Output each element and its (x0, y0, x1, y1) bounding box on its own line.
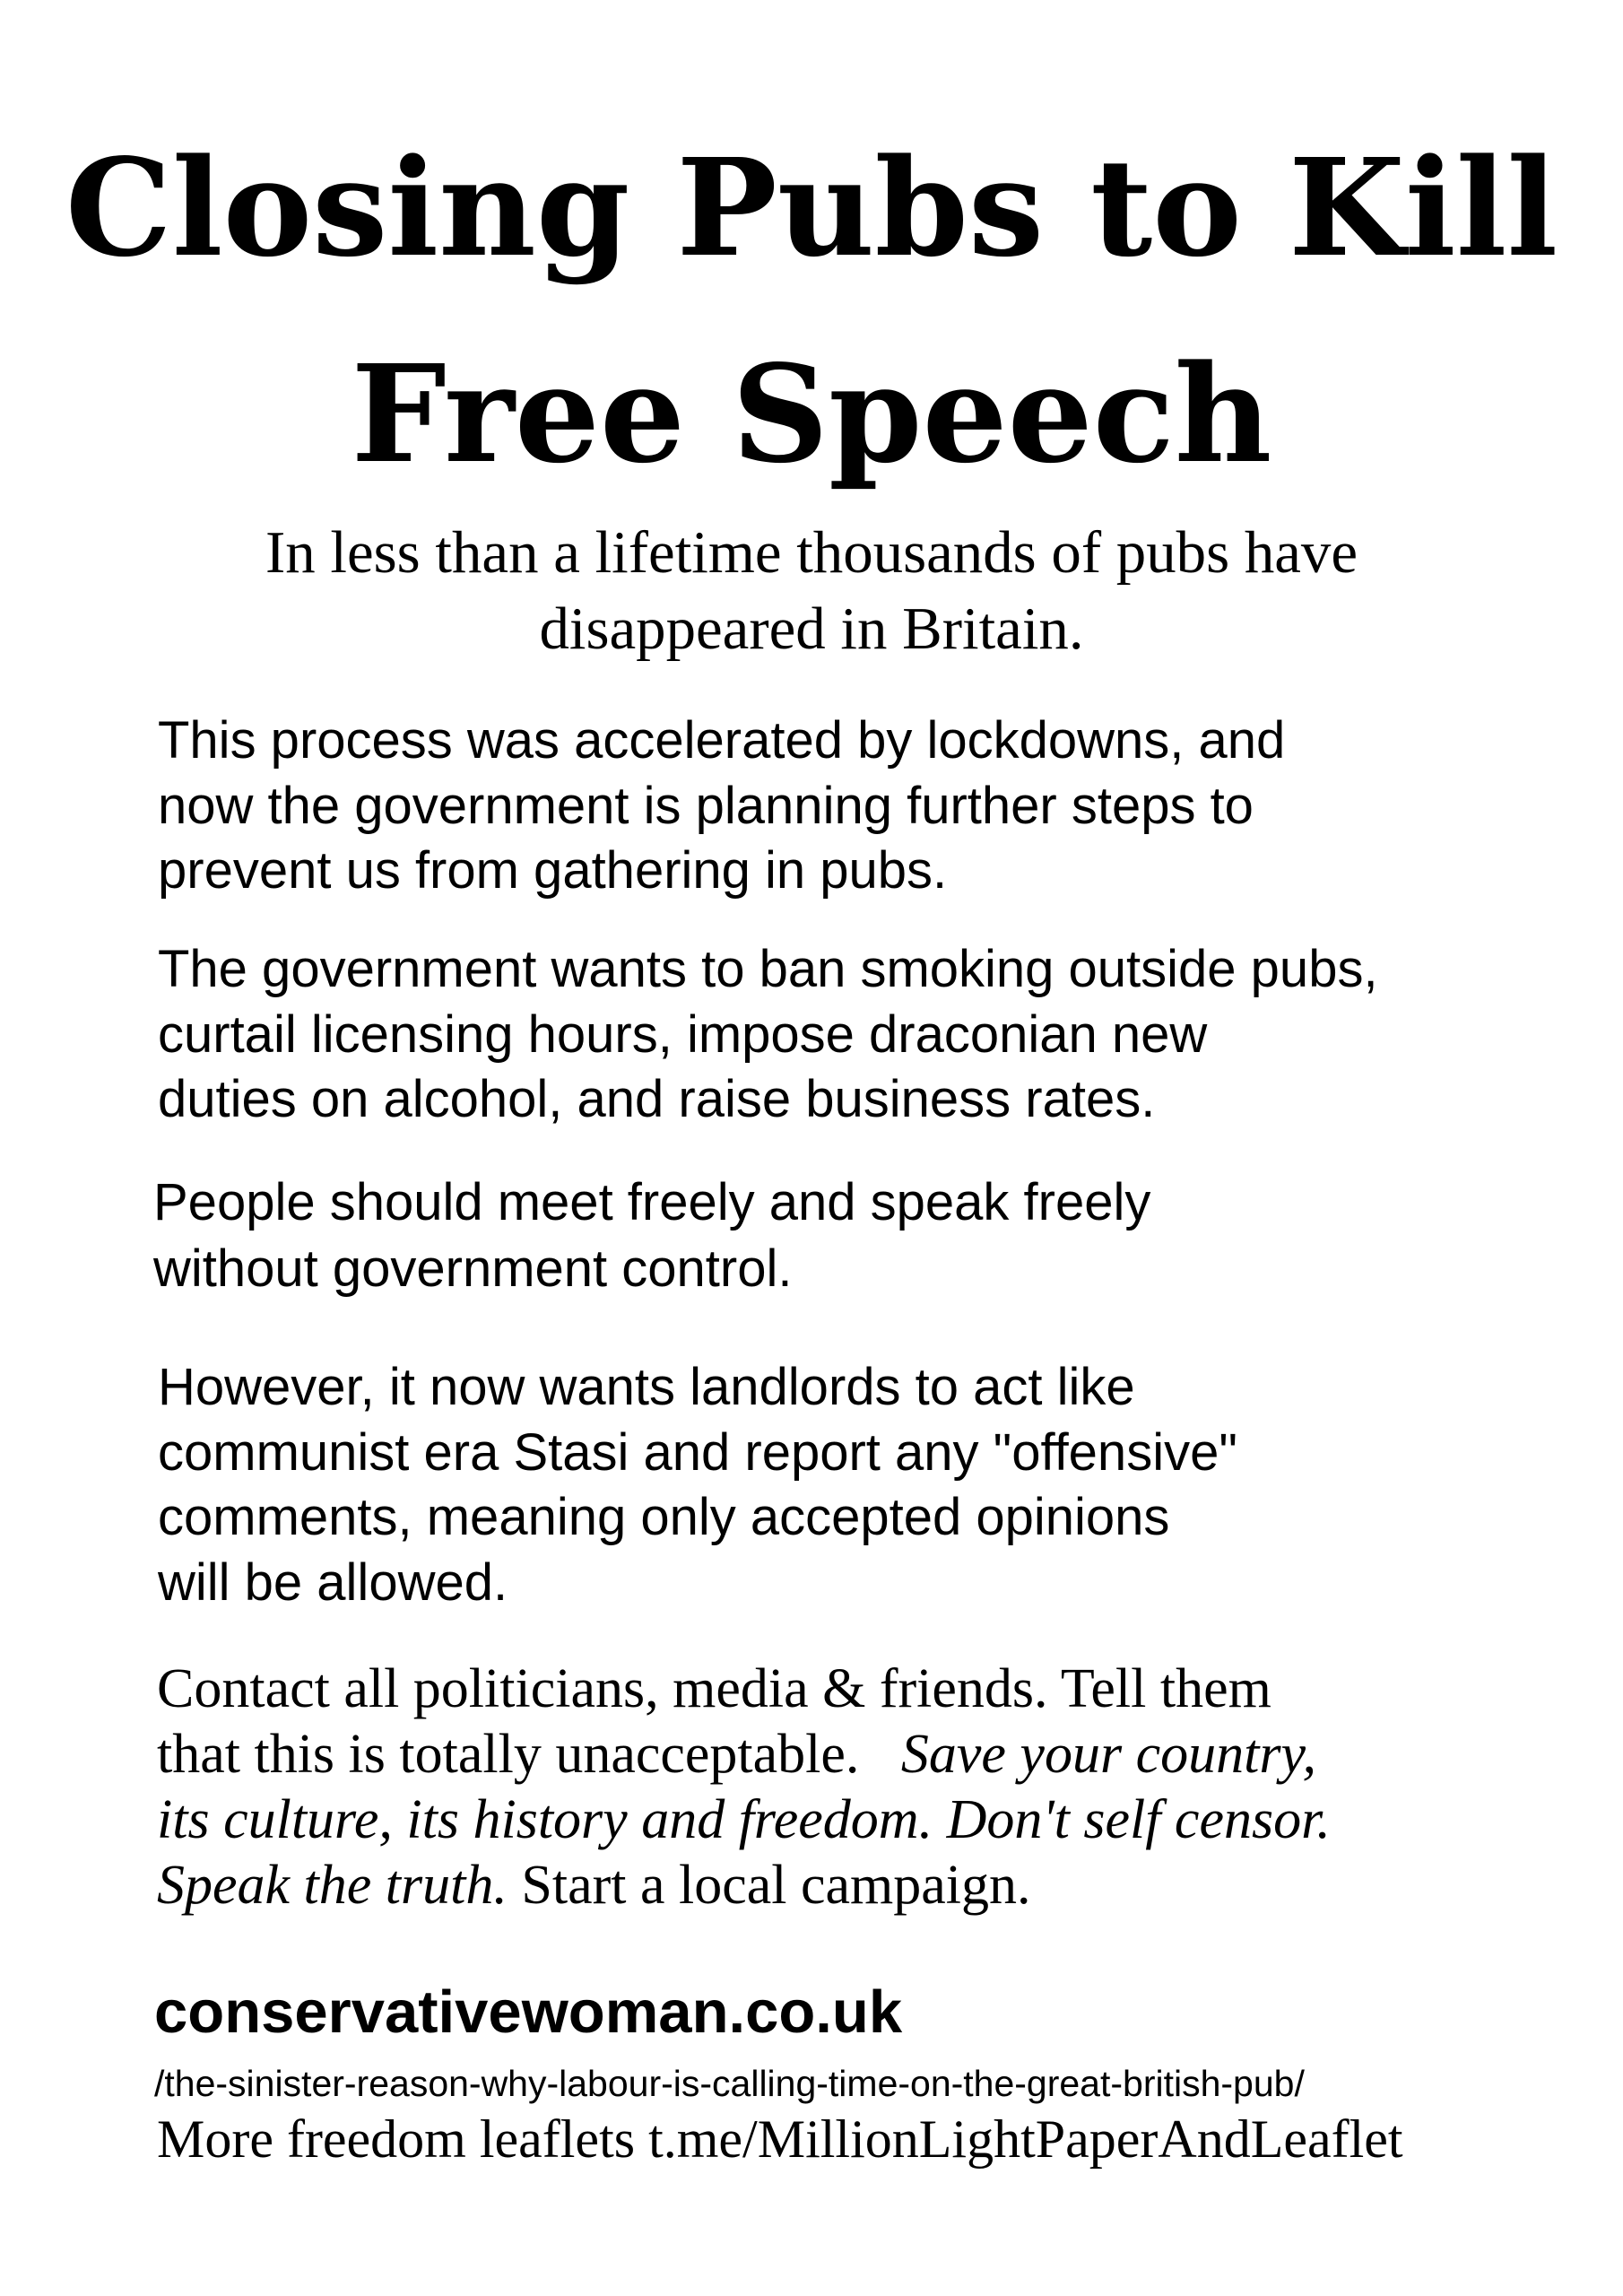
call-to-action-line-2 (157, 1724, 1317, 1785)
paragraph-4-line-4: will be allowed. (158, 1553, 508, 1612)
paragraph-3-line-2: without government control. (153, 1239, 793, 1298)
title-line-2: Free Speech (351, 336, 1272, 493)
paragraph-4-line-3: comments, meaning only accepted opinions (158, 1488, 1170, 1546)
source-site: conservativewoman.co.uk (154, 1979, 903, 2046)
subtitle-line-2: disappeared in Britain. (539, 596, 1084, 662)
paragraph-2-line-3: duties on alcohol, and raise business rates. (158, 1070, 1156, 1128)
title-line-1: Closing Pubs to Kill (65, 130, 1558, 287)
call-to-action-line-4 (157, 1855, 1031, 1916)
source-path: /the-sinister-reason-why-labour-is-calling-time-on-the-great-british-pub/ (154, 2063, 1305, 2104)
paragraph-1-line-1: This process was accelerated by lockdowns, and (158, 711, 1286, 770)
paragraph-4-line-1: However, it now wants landlords to act like (158, 1358, 1135, 1416)
subtitle-line-1: In less than a lifetime thousands of pubs have (265, 519, 1358, 586)
paragraph-1-line-3: prevent us from gathering in pubs. (158, 841, 948, 900)
paragraph-2-line-2: curtail licensing hours, impose draconian new (158, 1005, 1208, 1064)
call-to-action-line-2-italic: Save your country, (900, 1724, 1317, 1785)
paragraph-3-line-1: People should meet freely and speak freely (153, 1173, 1151, 1231)
paragraph-4-line-2: communist era Stasi and report any "offensive" (158, 1423, 1237, 1482)
call-to-action-line-2-normal: that this is totally unacceptable. (157, 1724, 901, 1785)
paragraph-1-line-2: now the government is planning further steps to (158, 777, 1254, 835)
call-to-action-line-1: Contact all politicians, media & friends. Tell them (157, 1658, 1271, 1719)
call-to-action-line-4-normal: Start a local campaign. (507, 1855, 1031, 1916)
paragraph-2-line-1: The government wants to ban smoking outside pubs, (158, 940, 1378, 998)
more-leaflets-line: More freedom leaflets t.me/MillionLightPaperAndLeaflet (157, 2109, 1403, 2169)
call-to-action-line-4-italic: Speak the truth. (157, 1855, 508, 1916)
call-to-action-line-3: its culture, its history and freedom. Don't self censor. (157, 1789, 1331, 1850)
